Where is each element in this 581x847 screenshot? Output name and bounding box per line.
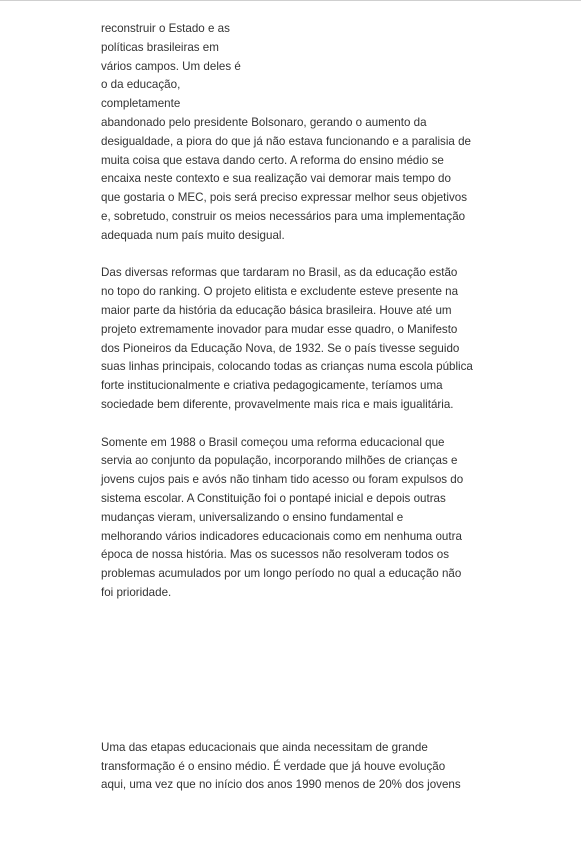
text-line: transformação é o ensino médio. É verdade que já houve evolução xyxy=(101,759,446,773)
text-line: o da educação, xyxy=(101,78,181,92)
text-line: sociedade bem diferente, provavelmente mais rica e mais igualitária. xyxy=(101,397,454,411)
text-line: foi prioridade. xyxy=(101,585,172,599)
text-line: servia ao conjunto da população, incorporando milhões de crianças e xyxy=(101,454,458,468)
text-line: maior parte da história da educação básica brasileira. Houve até um xyxy=(101,303,452,317)
top-divider xyxy=(0,0,581,1)
text-line: Das diversas reformas que tardaram no Brasil, as da educação estão xyxy=(101,266,458,280)
text-line: vários campos. Um deles é xyxy=(101,59,241,73)
text-line: sistema escolar. A Constituição foi o pontapé inicial e depois outras xyxy=(101,491,446,505)
text-line: políticas brasileiras em xyxy=(101,40,219,54)
text-line: problemas acumulados por um longo período no qual a educação não xyxy=(101,567,462,581)
article-body xyxy=(101,20,481,795)
text-line: época de nossa história. Mas os sucessos não resolveram todos os xyxy=(101,548,449,562)
text-line: aqui, uma vez que no início dos anos 1990 menos de 20% dos jovens xyxy=(101,778,461,792)
text-line: desigualdade, a piora do que já não estava funcionando e a paralisia de xyxy=(101,134,471,148)
text-line: dos Pioneiros da Educação Nova, de 1932. Se o país tivesse seguido xyxy=(101,341,460,355)
text-line: suas linhas principais, colocando todas as crianças numa escola pública xyxy=(101,360,473,374)
text-line: reconstruir o Estado e as xyxy=(101,22,230,35)
text-line: forte institucionalmente e criativa pedagogicamente, teríamos uma xyxy=(101,379,443,393)
text-line: completamente xyxy=(101,97,181,111)
text-line: Somente em 1988 o Brasil começou uma reforma educacional que xyxy=(101,435,445,449)
text-line: Uma das etapas educacionais que ainda necessitam de grande xyxy=(101,740,428,754)
text-line: encaixa neste contexto e sua realização vai demorar mais tempo do xyxy=(101,172,451,186)
text-line: que gostaria o MEC, pois será preciso expressar melhor seus objetivos xyxy=(101,191,468,205)
article-paragraph-3 xyxy=(101,434,481,603)
article-paragraph-2 xyxy=(101,264,481,414)
text-line: e, sobretudo, construir os meios necessários para uma implementação xyxy=(101,209,466,223)
blank-ad-space xyxy=(101,603,481,739)
text-line: no topo do ranking. O projeto elitista e excludente esteve presente na xyxy=(101,285,459,299)
text-line: mudanças vieram, universalizando o ensino fundamental e xyxy=(101,510,404,524)
text-line: muita coisa que estava dando certo. A reforma do ensino médio se xyxy=(101,153,444,167)
article-paragraph-1 xyxy=(101,20,481,246)
article-paragraph-4 xyxy=(101,739,481,795)
text-line: adequada num país muito desigual. xyxy=(101,228,285,242)
text-line: abandonado pelo presidente Bolsonaro, gerando o aumento da xyxy=(101,115,427,129)
text-line: melhorando vários indicadores educacionais como em nenhuma outra xyxy=(101,529,462,543)
text-line: projeto extremamente inovador para mudar esse quadro, o Manifesto xyxy=(101,322,458,336)
text-line: jovens cujos pais e avós não tinham tido acesso ou foram expulsos do xyxy=(101,473,464,487)
